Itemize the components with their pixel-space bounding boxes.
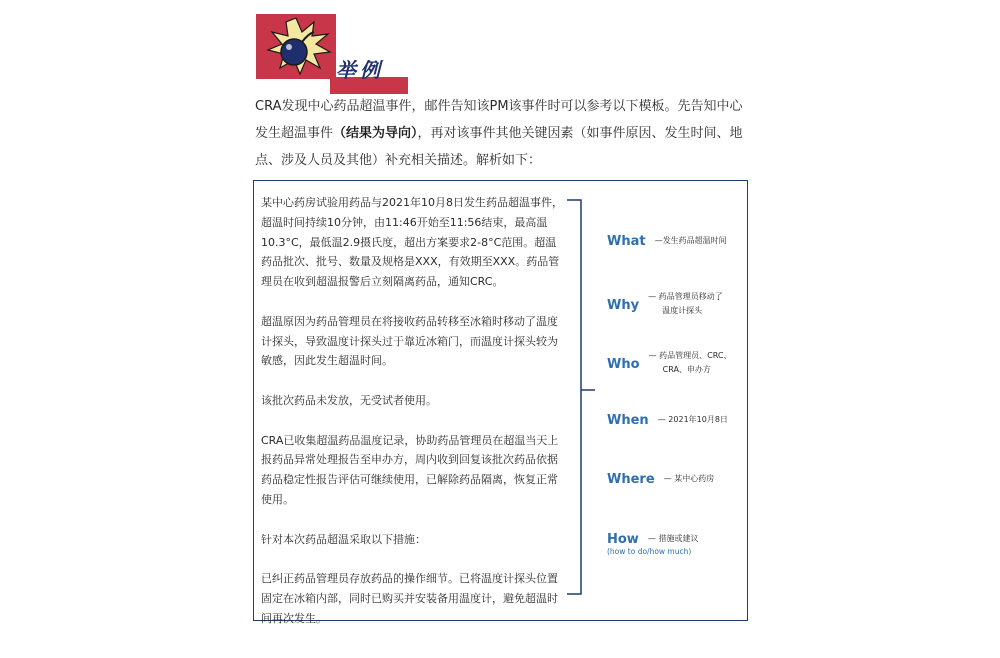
analysis-what	[607, 230, 727, 249]
how-sub: (how to do/how much)	[607, 547, 692, 556]
analysis-where	[607, 468, 714, 487]
when-key: When	[607, 413, 649, 428]
example-text	[261, 193, 566, 648]
analysis-who	[607, 349, 732, 377]
intro-text-2: ，再对该事件其他关键因素（如事件原因、发生时间、地点、涉及人员及其他）补充相关描述。解析如下：	[255, 126, 743, 168]
why-key: Why	[607, 297, 640, 313]
example-paragraph: 某中心药房试验用药品与2021年10月8日发生药品超温事件，超温时间持续10分钟，由11:46开始至11:56结束，最高温10.3°C，最低温2.9摄氏度，超出方案要求2-8°C范围。超温药品批次、批号、数量及规格是XXX，有效期至XXX。药品管理员在收到超温报警后立刻隔离药品，通知CRC。	[261, 196, 563, 289]
example-paragraph: 该批次药品未发放，无受试者使用。	[261, 393, 437, 407]
analysis-when	[607, 409, 728, 428]
where-desc: — 某中心药房	[663, 473, 715, 483]
example-badge	[256, 14, 408, 84]
intro-paragraph	[255, 93, 755, 174]
when-desc: — 2021年10月8日	[657, 414, 728, 424]
how-key: How	[607, 532, 639, 547]
example-paragraph: 已纠正药品管理员存放药品的操作细节。已将温度计探头位置固定在冰箱内部，同时已购买并安装备用温度计，避免超温时间再次发生。	[261, 572, 558, 625]
curly-bracket	[565, 198, 605, 598]
what-desc: —发生药品超温时间	[654, 235, 727, 245]
why-desc-line2: 温度计探头	[662, 306, 703, 315]
how-desc: — 措施或建议	[647, 533, 699, 543]
where-key: Where	[607, 472, 655, 487]
analysis-how	[607, 528, 698, 556]
who-desc-line2: CRA、申办方	[662, 365, 711, 374]
why-desc	[648, 290, 723, 318]
who-desc	[649, 349, 732, 377]
intro-bold: （结果为导向）	[333, 126, 418, 141]
intro-text-1: CRA发现中心药品超温事件，邮件告知该PM该事件时可以参考以下模板。先告知中心发生超温事件	[255, 99, 743, 141]
example-paragraph: 针对本次药品超温采取以下措施：	[261, 532, 426, 546]
what-key: What	[607, 234, 646, 249]
example-paragraph: CRA已收集超温药品温度记录，协助药品管理员在超温当天上报药品异常处理报告至申办方，周内收到回复该批次药品依据药品稳定性报告评估可继续使用，已解除药品隔离，恢复正常使用。	[261, 433, 559, 506]
who-desc-line1: — 药品管理员、CRC、	[648, 351, 732, 360]
badge-label: 举例	[336, 58, 384, 82]
why-desc-line1: — 药品管理员移动了	[648, 292, 723, 301]
bomb-icon	[256, 14, 336, 79]
analysis-why	[607, 290, 723, 318]
who-key: Who	[607, 356, 640, 372]
example-paragraph: 超温原因为药品管理员在将接收药品转移至冰箱时移动了温度计探头，导致温度计探头过于靠近冰箱门，而温度计探头较为敏感，因此发生超温时间。	[261, 314, 558, 368]
